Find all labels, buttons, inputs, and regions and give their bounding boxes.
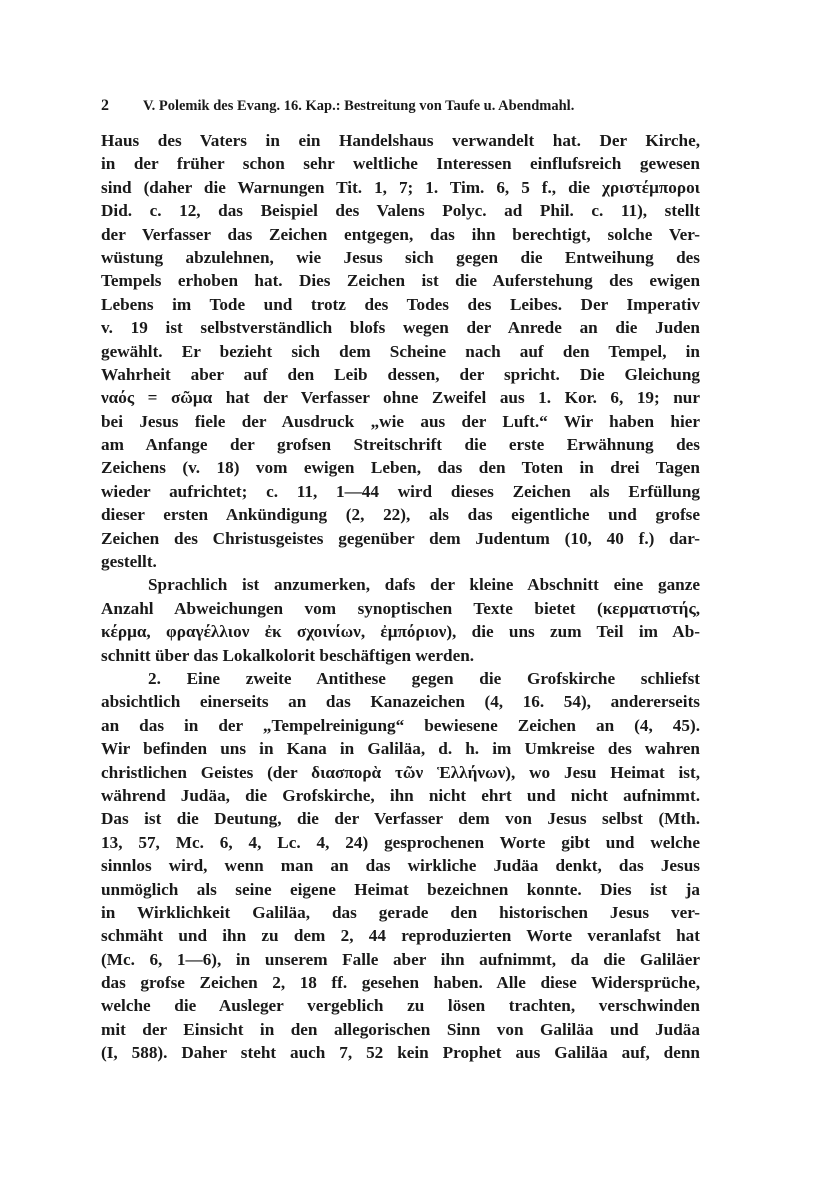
text-line: 2. Eine zweite Antithese gegen die Grofskirche schliefst [148,668,700,688]
text-line: Did. c. 12, das Beispiel des Valens Polyc. ad Phil. c. 11), stellt [101,201,700,221]
text-line: Sprachlich ist anzumerken, dafs der kleine Abschnitt eine ganze [148,575,700,595]
text-line: in Wirklichkeit Galiläa, das gerade den historischen Jesus ver- [101,902,700,922]
text-line: christlichen Geistes (der διασπορὰ τῶν Ἑλλήνων), wo Jesu Heimat ist, [101,762,700,782]
text-line: absichtlich einerseits an das Kanazeichen (4, 16. 54), andererseits [101,692,700,712]
text-line: Tempels erhoben hat. Dies Zeichen ist die Auferstehung des ewigen [101,271,700,291]
body-text [101,129,700,1065]
text-line: am Anfange der grofsen Streitschrift die erste Erwähnung des [101,435,700,455]
text-line: in der früher schon sehr weltliche Interessen einflufsreich gewesen [101,154,700,174]
text-line: Anzahl Abweichungen vom synoptischen Texte bietet (κερματιστής, [101,598,700,618]
text-line: der Verfasser das Zeichen entgegen, das ihn berechtigt, solche Ver- [101,224,700,244]
text-line: sind (daher die Warnungen Tit. 1, 7; 1. Tim. 6, 5 f., die χριστέμποροι [101,177,700,197]
text-line: das grofse Zeichen 2, 18 ff. gesehen haben. Alle diese Widersprüche, [101,973,700,993]
text-line: ναός = σῶμα hat der Verfasser ohne Zweifel aus 1. Kor. 6, 19; nur [101,388,700,408]
page-number: 2 [101,97,109,114]
text-line: dieser ersten Ankündigung (2, 22), als das eigentliche und grofse [101,505,700,525]
text-line: unmöglich als seine eigene Heimat bezeichnen konnte. Dies ist ja [101,879,700,899]
text-line: Das ist die Deutung, die der Verfasser dem von Jesus selbst (Mth. [101,809,700,829]
text-line: 13, 57, Mc. 6, 4, Lc. 4, 24) gesprochenen Worte gibt und welche [101,832,700,852]
text-line: gewählt. Er bezieht sich dem Scheine nach auf den Tempel, in [101,341,700,361]
text-line: v. 19 ist selbstverständlich blofs wegen der Anrede an die Juden [101,318,700,338]
text-line: Lebens im Tode und trotz des Todes des Leibes. Der Imperativ [101,294,700,314]
text-line: Zeichen des Christusgeistes gegenüber dem Judentum (10, 40 f.) dar- [101,528,700,548]
text-line: während Judäa, die Grofskirche, ihn nicht ehrt und nicht aufnimmt. [101,785,700,805]
text-line: κέρμα, φραγέλλιον ἐκ σχοινίων, ἐμπόριον), die uns zum Teil im Ab- [101,622,700,642]
text-line: wüstung abzulehnen, wie Jesus sich gegen die Entweihung des [101,247,700,267]
text-line: schmäht und ihn zu dem 2, 44 reproduzierten Worte veranlafst hat [101,926,700,946]
text-line: wieder aufrichtet; c. 11, 1—44 wird dieses Zeichen als Erfüllung [101,481,700,501]
text-line: sinnlos wird, wenn man an das wirkliche Judäa denkt, das Jesus [101,856,700,876]
text-line: welche die Ausleger vergeblich zu lösen trachten, verschwinden [101,996,700,1016]
text-line: Wahrheit aber auf den Leib dessen, der spricht. Die Gleichung [101,364,700,384]
text-line: Haus des Vaters in ein Handelshaus verwandelt hat. Der Kirche, [101,131,700,150]
text-line: Zeichens (v. 18) vom ewigen Leben, das den Toten in drei Tagen [101,458,700,478]
text-line: Wir befinden uns in Kana in Galiläa, d. h. im Umkreise des wahren [101,739,700,759]
text-line: (Mc. 6, 1—6), in unserem Falle aber ihn aufnimmt, da die Galiläer [101,949,700,969]
text-line: schnitt über das Lokalkolorit beschäftigen werden. [101,645,475,665]
text-line: bei Jesus fiele der Ausdruck „wie aus der Luft.“ Wir haben hier [101,411,700,431]
running-title: V. Polemik des Evang. 16. Kap.: Bestreitung von Taufe u. Abendmahl. [143,98,575,114]
text-line: mit der Einsicht in den allegorischen Sinn von Galiläa und Judäa [101,1019,700,1039]
text-line: gestellt. [101,552,157,572]
text-line: (I, 588). Daher steht auch 7, 52 kein Prophet aus Galiläa auf, denn [101,1043,700,1063]
text-line: an das in der „Tempelreinigung“ bewiesene Zeichen an (4, 45). [101,715,700,735]
